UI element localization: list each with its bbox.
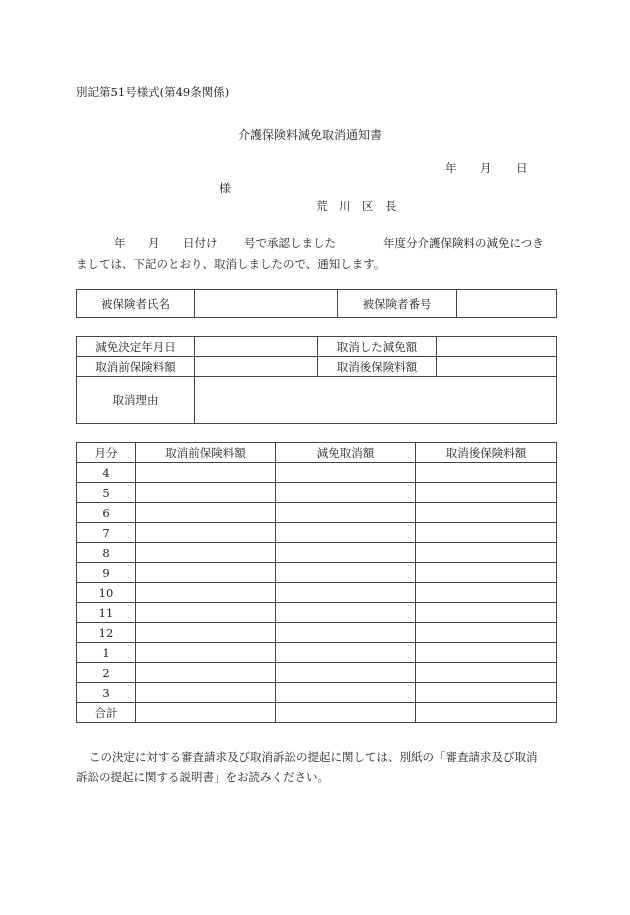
decision-table bbox=[76, 336, 557, 424]
body-day-suffix: 日付け bbox=[183, 236, 218, 250]
table-row bbox=[77, 483, 557, 503]
body-year: 年 bbox=[114, 236, 126, 250]
form-label: 別記第51号様式(第49条関係) bbox=[76, 85, 230, 99]
after-premium-cell[interactable] bbox=[416, 503, 557, 523]
table-row bbox=[77, 663, 557, 683]
insured-table bbox=[76, 289, 557, 318]
before-premium-field[interactable] bbox=[195, 357, 318, 377]
month-cell: 3 bbox=[77, 683, 136, 703]
cancelled-amount-cell[interactable] bbox=[276, 623, 416, 643]
table-row bbox=[77, 543, 557, 563]
body-fiscal-year-text: 年度分介護保険料の減免につき bbox=[383, 236, 544, 250]
header-before-premium: 取消前保険料額 bbox=[136, 443, 276, 463]
cancelled-amount-cell[interactable] bbox=[276, 463, 416, 483]
cancelled-amount-cell[interactable] bbox=[276, 543, 416, 563]
month-cell: 11 bbox=[77, 603, 136, 623]
after-premium-cell[interactable] bbox=[416, 563, 557, 583]
before-premium-cell[interactable] bbox=[136, 543, 276, 563]
addressee-suffix: 様 bbox=[219, 181, 231, 195]
table-row bbox=[77, 683, 557, 703]
date-year: 年 bbox=[445, 161, 457, 175]
table-row bbox=[77, 563, 557, 583]
before-premium-cell[interactable] bbox=[136, 563, 276, 583]
table-row bbox=[77, 503, 557, 523]
cancelled-amount-cell[interactable] bbox=[276, 483, 416, 503]
date-month: 月 bbox=[480, 161, 492, 175]
month-cell: 8 bbox=[77, 543, 136, 563]
after-premium-cell[interactable] bbox=[416, 683, 557, 703]
cancelled-amount-cell[interactable] bbox=[276, 583, 416, 603]
table-row bbox=[77, 703, 557, 723]
header-cancelled-amount: 減免取消額 bbox=[276, 443, 416, 463]
month-cell: 1 bbox=[77, 643, 136, 663]
month-cell: 5 bbox=[77, 483, 136, 503]
table-row bbox=[77, 643, 557, 663]
page-title: 介護保険料減免取消通知書 bbox=[238, 128, 383, 142]
before-premium-cell[interactable] bbox=[136, 503, 276, 523]
after-premium-cell[interactable] bbox=[416, 663, 557, 683]
body-line-2: ましては、下記のとおり、取消しましたので、通知します。 bbox=[76, 257, 386, 271]
cancelled-amount-cell[interactable] bbox=[276, 663, 416, 683]
header-after-premium: 取消後保険料額 bbox=[416, 443, 557, 463]
decision-date-field[interactable] bbox=[195, 337, 318, 357]
before-premium-cell[interactable] bbox=[136, 523, 276, 543]
month-cell: 12 bbox=[77, 623, 136, 643]
before-premium-cell[interactable] bbox=[136, 643, 276, 663]
after-premium-cell[interactable] bbox=[416, 463, 557, 483]
issuer: 荒 川 区 長 bbox=[316, 199, 397, 213]
cancelled-amount-cell[interactable] bbox=[276, 683, 416, 703]
footer-note-line-1: この決定に対する審査請求及び取消訴訟の提起に関しては、別紙の「審査請求及び取消 bbox=[89, 750, 538, 764]
reason-label: 取消理由 bbox=[77, 377, 195, 424]
table-row bbox=[77, 523, 557, 543]
body-number-suffix: 号で承認しました bbox=[244, 236, 336, 250]
table-row bbox=[77, 463, 557, 483]
monthly-table bbox=[76, 442, 557, 723]
cancelled-amount-cell[interactable] bbox=[276, 643, 416, 663]
insured-name-label: 被保険者氏名 bbox=[77, 290, 195, 318]
cancelled-amount-label: 取消した減免額 bbox=[318, 337, 437, 357]
after-premium-label: 取消後保険料額 bbox=[318, 357, 437, 377]
insured-number-label: 被保険者番号 bbox=[338, 290, 457, 318]
table-row bbox=[77, 623, 557, 643]
date-day: 日 bbox=[516, 161, 528, 175]
before-premium-cell[interactable] bbox=[136, 683, 276, 703]
after-premium-cell[interactable] bbox=[416, 583, 557, 603]
footer-note-line-2: 訴訟の提起に関する説明書」をお読みください。 bbox=[76, 770, 329, 784]
after-premium-cell[interactable] bbox=[416, 703, 557, 723]
before-premium-cell[interactable] bbox=[136, 603, 276, 623]
insured-number-field[interactable] bbox=[457, 290, 557, 318]
month-cell: 7 bbox=[77, 523, 136, 543]
after-premium-cell[interactable] bbox=[416, 623, 557, 643]
before-premium-cell[interactable] bbox=[136, 463, 276, 483]
table-row bbox=[77, 583, 557, 603]
before-premium-cell[interactable] bbox=[136, 583, 276, 603]
after-premium-field[interactable] bbox=[437, 357, 557, 377]
after-premium-cell[interactable] bbox=[416, 523, 557, 543]
month-cell: 2 bbox=[77, 663, 136, 683]
month-cell: 10 bbox=[77, 583, 136, 603]
body-month: 月 bbox=[148, 236, 160, 250]
cancelled-amount-cell[interactable] bbox=[276, 603, 416, 623]
after-premium-cell[interactable] bbox=[416, 603, 557, 623]
before-premium-cell[interactable] bbox=[136, 663, 276, 683]
after-premium-cell[interactable] bbox=[416, 483, 557, 503]
before-premium-cell[interactable] bbox=[136, 703, 276, 723]
header-month: 月分 bbox=[77, 443, 136, 463]
cancelled-amount-field[interactable] bbox=[437, 337, 557, 357]
cancelled-amount-cell[interactable] bbox=[276, 503, 416, 523]
month-cell: 9 bbox=[77, 563, 136, 583]
after-premium-cell[interactable] bbox=[416, 543, 557, 563]
insured-name-field[interactable] bbox=[195, 290, 338, 318]
before-premium-cell[interactable] bbox=[136, 483, 276, 503]
table-row bbox=[77, 603, 557, 623]
before-premium-cell[interactable] bbox=[136, 623, 276, 643]
month-cell: 4 bbox=[77, 463, 136, 483]
cancelled-amount-cell[interactable] bbox=[276, 563, 416, 583]
cancelled-amount-cell[interactable] bbox=[276, 703, 416, 723]
reason-field[interactable] bbox=[195, 377, 557, 424]
cancelled-amount-cell[interactable] bbox=[276, 523, 416, 543]
after-premium-cell[interactable] bbox=[416, 643, 557, 663]
month-cell: 6 bbox=[77, 503, 136, 523]
before-premium-label: 取消前保険料額 bbox=[77, 357, 195, 377]
month-cell: 合計 bbox=[77, 703, 136, 723]
decision-date-label: 減免決定年月日 bbox=[77, 337, 195, 357]
